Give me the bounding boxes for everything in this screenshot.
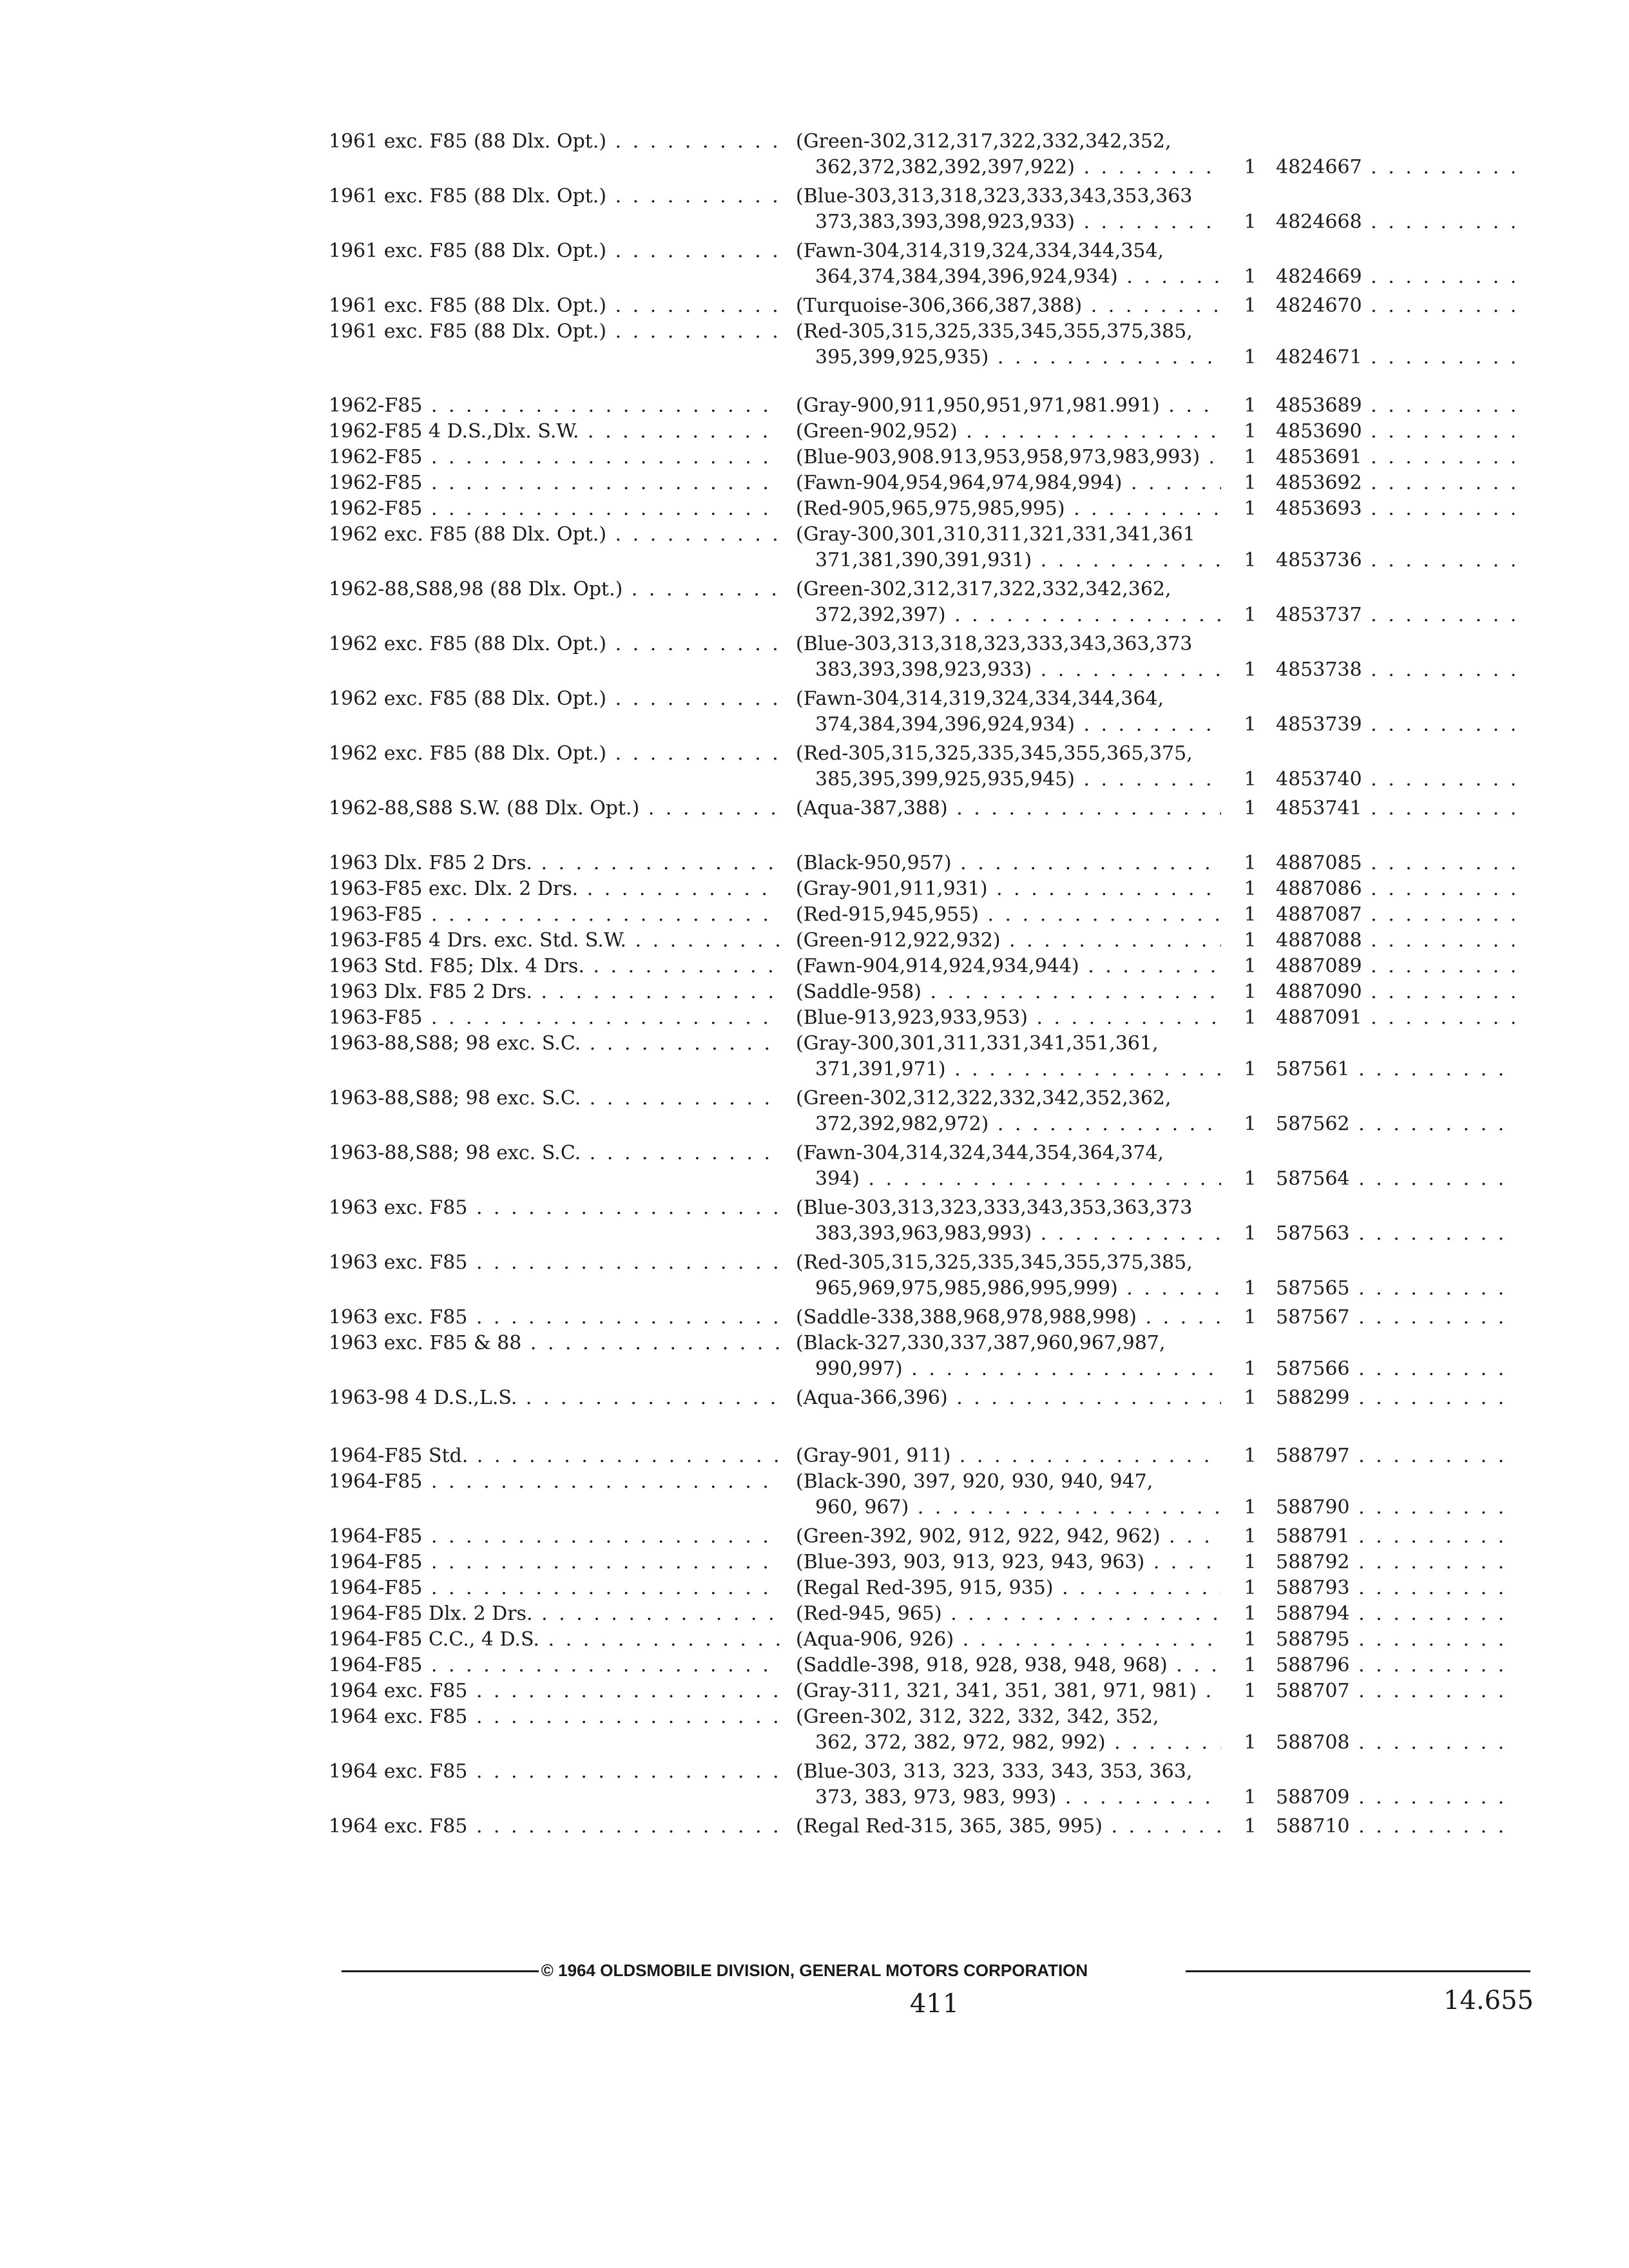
description-line: (Green-302, 312, 322, 332, 342, 352, xyxy=(796,1706,1159,1728)
part-number-cell xyxy=(1263,902,1514,928)
part-number: 4824669 . . . xyxy=(1276,265,1514,288)
quantity-cell: 1 xyxy=(1244,929,1257,952)
description-line: (Black-327,330,337,387,960,967,987, xyxy=(796,1332,1166,1354)
description-cell xyxy=(796,954,1221,979)
quantity-cell: 1 xyxy=(1244,1168,1257,1190)
part-number: 4887087 . . . xyxy=(1276,903,1514,926)
quantity-cell: 1 xyxy=(1244,394,1257,417)
model-cell: 1964 exc. F85 . . . xyxy=(329,1814,780,1840)
description-line: (Red-305,315,325,335,345,355,375,385, xyxy=(796,320,1193,343)
part-number: 4887089 . . . xyxy=(1276,955,1514,977)
quantity-cell: 1 xyxy=(1244,294,1257,317)
part-number: 4824667 . . . xyxy=(1276,156,1514,178)
description-line: (Fawn-904,914,924,934,944) . . . xyxy=(796,954,1221,979)
description-cell xyxy=(796,319,1221,370)
description-line: (Blue-303, 313, 323, 333, 343, 353, 363, xyxy=(796,1760,1193,1783)
quantity-cell: 1 xyxy=(1244,903,1257,926)
part-number: 588710 . . . xyxy=(1276,1815,1514,1838)
part-number-cell xyxy=(1263,1627,1514,1653)
description-line: (Fawn-304,314,319,324,334,344,364, xyxy=(796,687,1164,710)
description-line: (Aqua-387,388) . . . xyxy=(796,796,1221,822)
part-number: 588790 . . . xyxy=(1276,1496,1514,1519)
part-number-cell xyxy=(1263,1524,1514,1550)
part-number-cell xyxy=(1263,548,1514,573)
part-number-cell xyxy=(1263,1575,1514,1601)
quantity-cell: 1 xyxy=(1244,1222,1257,1245)
quantity-cell: 1 xyxy=(1244,1113,1257,1135)
part-number-cell xyxy=(1263,209,1514,235)
description-line: (Red-945, 965) . . . xyxy=(796,1601,1221,1627)
quantity-cell: 1 xyxy=(1244,1445,1257,1467)
description-cell xyxy=(796,1005,1221,1031)
description-line: (Blue-303,313,318,323,333,343,363,373 xyxy=(796,633,1193,655)
section-number: 14.655 xyxy=(1443,1986,1534,2015)
description-line: (Turquoise-306,366,387,388) . . . xyxy=(796,293,1221,319)
model-cell: 1962-88,S88 S.W. (88 Dlx. Opt.) . . . xyxy=(329,796,780,822)
description-line: 960, 967) . . . xyxy=(796,1495,1221,1521)
part-number-cell xyxy=(1263,1601,1514,1627)
description-line: 385,395,399,925,935,945) . . . xyxy=(796,767,1221,793)
description-line: 374,384,394,396,924,934) . . . xyxy=(796,712,1221,738)
description-line: (Saddle-958) . . . xyxy=(796,979,1221,1005)
model-cell: 1963-88,S88; 98 exc. S.C. . . . xyxy=(329,1031,780,1057)
quantity-cell: 1 xyxy=(1244,1731,1257,1754)
part-number-cell xyxy=(1263,1653,1514,1678)
quantity-cell: 1 xyxy=(1244,658,1257,681)
quantity-cell: 1 xyxy=(1244,981,1257,1003)
description-cell xyxy=(796,1140,1221,1192)
model-cell: 1963-88,S88; 98 exc. S.C. . . . xyxy=(329,1086,780,1111)
description-line: (Gray-900,911,950,951,971,981.991) . . . xyxy=(796,393,1221,419)
description-cell xyxy=(796,393,1221,419)
model-cell: 1963-F85 . . . xyxy=(329,1005,780,1031)
model-cell: 1961 exc. F85 (88 Dlx. Opt.) . . . xyxy=(329,184,780,209)
description-line: 371,391,971) . . . xyxy=(796,1057,1221,1082)
description-line: (Red-305,315,325,335,345,355,365,375, xyxy=(796,742,1193,765)
part-number: 4887091 . . . xyxy=(1276,1006,1514,1029)
quantity-cell: 1 xyxy=(1244,265,1257,288)
model-cell: 1963 Dlx. F85 2 Drs. . . . xyxy=(329,979,780,1005)
quantity-cell: 1 xyxy=(1244,713,1257,736)
description-cell xyxy=(796,1601,1221,1627)
description-line: (Blue-903,908.913,953,958,973,983,993) . . . xyxy=(796,445,1221,470)
description-line: (Saddle-398, 918, 928, 938, 948, 968) . . . xyxy=(796,1653,1221,1678)
quantity-cell: 1 xyxy=(1244,346,1257,369)
description-line: 371,381,390,391,931) . . . xyxy=(796,548,1221,573)
model-cell: 1961 exc. F85 (88 Dlx. Opt.) . . . xyxy=(329,129,780,155)
part-number: 4853690 . . . xyxy=(1276,420,1514,443)
model-cell: 1963 exc. F85 . . . xyxy=(329,1195,780,1221)
part-number: 588795 . . . xyxy=(1276,1628,1514,1651)
part-number-cell xyxy=(1263,1276,1514,1302)
quantity-cell: 1 xyxy=(1244,446,1257,468)
model-cell: 1964-F85 . . . xyxy=(329,1653,780,1678)
model-cell: 1964 exc. F85 . . . xyxy=(329,1759,780,1785)
part-number-cell xyxy=(1263,264,1514,290)
description-line: 383,393,963,983,993) . . . xyxy=(796,1221,1221,1247)
description-cell xyxy=(796,1385,1221,1411)
quantity-cell: 1 xyxy=(1244,1387,1257,1409)
description-cell xyxy=(796,419,1221,445)
description-line: (Aqua-366,396) . . . xyxy=(796,1385,1221,1411)
description-cell xyxy=(796,1195,1221,1247)
quantity-cell: 1 xyxy=(1244,1358,1257,1380)
part-number-cell xyxy=(1263,1221,1514,1247)
description-line: 362, 372, 382, 972, 982, 992) . . . xyxy=(796,1730,1221,1756)
part-number-cell xyxy=(1263,1785,1514,1811)
part-number: 587562 . . . xyxy=(1276,1113,1514,1135)
description-line: (Green-302,312,322,332,342,352,362, xyxy=(796,1087,1171,1110)
description-line: (Aqua-906, 926) . . . xyxy=(796,1627,1221,1653)
part-number-cell xyxy=(1263,876,1514,902)
part-number-cell xyxy=(1263,1005,1514,1031)
description-cell xyxy=(796,928,1221,954)
description-line: (Gray-300,301,311,331,341,351,361, xyxy=(796,1032,1159,1055)
part-number: 588793 . . . xyxy=(1276,1577,1514,1599)
description-line: 364,374,384,394,396,924,934) . . . xyxy=(796,264,1221,290)
description-cell xyxy=(796,445,1221,470)
part-number-cell xyxy=(1263,1495,1514,1521)
part-number-cell xyxy=(1263,345,1514,370)
part-number-cell xyxy=(1263,1814,1514,1840)
part-number: 4887088 . . . xyxy=(1276,929,1514,952)
model-cell: 1961 exc. F85 (88 Dlx. Opt.) . . . xyxy=(329,293,780,319)
model-cell: 1962-F85 . . . xyxy=(329,470,780,496)
model-cell: 1963 Std. F85; Dlx. 4 Drs. . . . xyxy=(329,954,780,979)
description-cell xyxy=(796,1627,1221,1653)
part-number: 4853736 . . . xyxy=(1276,549,1514,572)
model-cell: 1963 Dlx. F85 2 Drs. . . . xyxy=(329,850,780,876)
part-number-cell xyxy=(1263,1443,1514,1469)
part-number-cell xyxy=(1263,1678,1514,1704)
model-cell: 1962-F85 4 D.S.,Dlx. S.W. . . . xyxy=(329,419,780,445)
description-cell xyxy=(796,184,1221,235)
model-cell: 1963-F85 . . . xyxy=(329,902,780,928)
quantity-cell: 1 xyxy=(1244,211,1257,233)
part-number: 588791 . . . xyxy=(1276,1525,1514,1548)
description-cell xyxy=(796,522,1221,573)
description-line: (Blue-393, 903, 913, 923, 943, 963) . . . xyxy=(796,1550,1221,1575)
description-line: (Fawn-904,954,964,974,984,994) . . . xyxy=(796,470,1221,496)
quantity-cell: 1 xyxy=(1244,1680,1257,1702)
part-number: 4887086 . . . xyxy=(1276,878,1514,900)
model-cell: 1963-98 4 D.S.,L.S. . . . xyxy=(329,1385,780,1411)
part-number: 4824668 . . . xyxy=(1276,211,1514,233)
part-number-cell xyxy=(1263,1057,1514,1082)
description-cell xyxy=(796,631,1221,683)
quantity-cell: 1 xyxy=(1244,1277,1257,1300)
description-cell xyxy=(796,496,1221,522)
quantity-cell: 1 xyxy=(1244,852,1257,874)
part-number: 4824671 . . . xyxy=(1276,346,1514,369)
model-cell: 1964 exc. F85 . . . xyxy=(329,1678,780,1704)
description-cell xyxy=(796,1031,1221,1082)
part-number: 4887090 . . . xyxy=(1276,981,1514,1003)
description-line: 372,392,982,972) . . . xyxy=(796,1111,1221,1137)
description-line: (Red-305,315,325,335,345,355,375,385, xyxy=(796,1251,1193,1274)
part-number: 587563 . . . xyxy=(1276,1222,1514,1245)
description-cell xyxy=(796,1653,1221,1678)
quantity-cell: 1 xyxy=(1244,420,1257,443)
part-number: 588707 . . . xyxy=(1276,1680,1514,1702)
model-cell: 1962-F85 . . . xyxy=(329,393,780,419)
description-line: (Black-950,957) . . . xyxy=(796,850,1221,876)
description-cell xyxy=(796,470,1221,496)
description-line: 394) . . . xyxy=(796,1166,1221,1192)
part-number: 588792 . . . xyxy=(1276,1551,1514,1573)
model-cell: 1962-F85 . . . xyxy=(329,496,780,522)
description-cell xyxy=(796,129,1221,180)
part-number-cell xyxy=(1263,155,1514,180)
model-cell: 1964 exc. F85 . . . xyxy=(329,1704,780,1730)
description-line: (Red-905,965,975,985,995) . . . xyxy=(796,496,1221,522)
quantity-cell: 1 xyxy=(1244,1786,1257,1809)
part-number-cell xyxy=(1263,979,1514,1005)
part-number-cell xyxy=(1263,1356,1514,1382)
quantity-cell: 1 xyxy=(1244,1525,1257,1548)
description-line: (Green-392, 902, 912, 922, 942, 962) . . . xyxy=(796,1524,1221,1550)
quantity-cell: 1 xyxy=(1244,1306,1257,1329)
part-number: 588709 . . . xyxy=(1276,1786,1514,1809)
description-cell xyxy=(796,293,1221,319)
quantity-cell: 1 xyxy=(1244,472,1257,494)
description-cell xyxy=(796,1250,1221,1302)
part-number-cell xyxy=(1263,1166,1514,1192)
quantity-cell: 1 xyxy=(1244,156,1257,178)
part-number-cell xyxy=(1263,470,1514,496)
model-cell: 1962 exc. F85 (88 Dlx. Opt.) . . . xyxy=(329,686,780,712)
description-cell xyxy=(796,1524,1221,1550)
part-number: 588299 . . . xyxy=(1276,1387,1514,1409)
model-cell: 1964-F85 . . . xyxy=(329,1469,780,1495)
description-line: (Fawn-304,314,324,344,354,364,374, xyxy=(796,1142,1164,1164)
description-cell xyxy=(796,1814,1221,1840)
part-number: 4853693 . . . xyxy=(1276,497,1514,520)
quantity-cell: 1 xyxy=(1244,1496,1257,1519)
model-cell: 1963-F85 exc. Dlx. 2 Drs. . . . xyxy=(329,876,780,902)
quantity-cell: 1 xyxy=(1244,1551,1257,1573)
description-line: (Regal Red-315, 365, 385, 995) . . . xyxy=(796,1814,1221,1840)
model-cell: 1962 exc. F85 (88 Dlx. Opt.) . . . xyxy=(329,522,780,548)
part-number: 4853739 . . . xyxy=(1276,713,1514,736)
quantity-cell: 1 xyxy=(1244,768,1257,791)
description-cell xyxy=(796,979,1221,1005)
description-line: (Green-902,952) . . . xyxy=(796,419,1221,445)
description-line: (Gray-901,911,931) . . . xyxy=(796,876,1221,902)
quantity-cell: 1 xyxy=(1244,878,1257,900)
description-cell xyxy=(796,850,1221,876)
description-cell xyxy=(796,876,1221,902)
part-number: 587566 . . . xyxy=(1276,1358,1514,1380)
description-cell xyxy=(796,1331,1221,1382)
part-number-cell xyxy=(1263,954,1514,979)
description-line: (Blue-303,313,323,333,343,353,363,373 xyxy=(796,1196,1193,1219)
part-number: 4853737 . . . xyxy=(1276,604,1514,626)
model-cell: 1964-F85 . . . xyxy=(329,1575,780,1601)
part-number-cell xyxy=(1263,1730,1514,1756)
part-number: 588797 . . . xyxy=(1276,1445,1514,1467)
description-cell xyxy=(796,1305,1221,1331)
description-cell xyxy=(796,1086,1221,1137)
model-cell: 1962 exc. F85 (88 Dlx. Opt.) . . . xyxy=(329,741,780,767)
part-number-cell xyxy=(1263,393,1514,419)
model-cell: 1964-F85 C.C., 4 D.S. . . . xyxy=(329,1627,780,1653)
part-number-cell xyxy=(1263,850,1514,876)
part-number-cell xyxy=(1263,602,1514,628)
description-line: 362,372,382,392,397,922) . . . xyxy=(796,155,1221,180)
description-line: (Fawn-304,314,319,324,334,344,354, xyxy=(796,240,1164,262)
description-line: (Blue-303,313,318,323,333,343,353,363 xyxy=(796,185,1193,207)
part-number: 4853738 . . . xyxy=(1276,658,1514,681)
description-line: (Gray-901, 911) . . . xyxy=(796,1443,1221,1469)
description-cell xyxy=(796,1469,1221,1521)
part-number-cell xyxy=(1263,293,1514,319)
description-cell xyxy=(796,1575,1221,1601)
description-cell xyxy=(796,1443,1221,1469)
quantity-cell: 1 xyxy=(1244,1006,1257,1029)
quantity-cell: 1 xyxy=(1244,549,1257,572)
part-number-cell xyxy=(1263,1111,1514,1137)
description-line: (Gray-300,301,310,311,321,331,341,361 xyxy=(796,523,1195,546)
page-number: 411 xyxy=(909,1989,959,2019)
model-cell: 1963 exc. F85 . . . xyxy=(329,1250,780,1276)
part-number: 4853691 . . . xyxy=(1276,446,1514,468)
model-cell: 1964-F85 . . . xyxy=(329,1550,780,1575)
part-number-cell xyxy=(1263,657,1514,683)
description-line: (Regal Red-395, 915, 935) . . . xyxy=(796,1575,1221,1601)
part-number-cell xyxy=(1263,445,1514,470)
model-cell: 1961 exc. F85 (88 Dlx. Opt.) . . . xyxy=(329,319,780,345)
model-cell: 1963-88,S88; 98 exc. S.C. . . . xyxy=(329,1140,780,1166)
description-line: 395,399,925,935) . . . xyxy=(796,345,1221,370)
part-number-cell xyxy=(1263,767,1514,793)
description-cell xyxy=(796,741,1221,793)
model-cell: 1964-F85 Std. . . . xyxy=(329,1443,780,1469)
model-cell: 1962-88,S88,98 (88 Dlx. Opt.) . . . xyxy=(329,577,780,602)
part-number-cell xyxy=(1263,419,1514,445)
description-line: 990,997) . . . xyxy=(796,1356,1221,1382)
quantity-cell: 1 xyxy=(1244,604,1257,626)
model-cell: 1962-F85 . . . xyxy=(329,445,780,470)
part-number-cell xyxy=(1263,1385,1514,1411)
description-line: (Green-302,312,317,322,332,342,352, xyxy=(796,130,1171,153)
quantity-cell: 1 xyxy=(1244,1815,1257,1838)
description-line: (Blue-913,923,933,953) . . . xyxy=(796,1005,1221,1031)
footer-copyright: © 1964 OLDSMOBILE DIVISION, GENERAL MOTORS CORPORATION xyxy=(0,1957,1629,1983)
description-line: (Black-390, 397, 920, 930, 940, 947, xyxy=(796,1470,1153,1493)
model-cell: 1964-F85 Dlx. 2 Drs. . . . xyxy=(329,1601,780,1627)
description-line: (Saddle-338,388,968,978,988,998) . . . xyxy=(796,1305,1221,1331)
description-line: 965,969,975,985,986,995,999) . . . xyxy=(796,1276,1221,1302)
part-number: 588708 . . . xyxy=(1276,1731,1514,1754)
description-cell xyxy=(796,577,1221,628)
description-line: 372,392,397) . . . xyxy=(796,602,1221,628)
part-number-cell xyxy=(1263,496,1514,522)
part-number-cell xyxy=(1263,712,1514,738)
description-line: 383,393,398,923,933) . . . xyxy=(796,657,1221,683)
quantity-cell: 1 xyxy=(1244,955,1257,977)
part-number-cell xyxy=(1263,1305,1514,1331)
part-number: 4853692 . . . xyxy=(1276,472,1514,494)
part-number: 4824670 . . . xyxy=(1276,294,1514,317)
description-line: 373,383,393,398,923,933) . . . xyxy=(796,209,1221,235)
part-number: 588796 . . . xyxy=(1276,1654,1514,1677)
quantity-cell: 1 xyxy=(1244,1628,1257,1651)
part-number: 4853741 . . . xyxy=(1276,797,1514,820)
description-line: (Red-915,945,955) . . . xyxy=(796,902,1221,928)
description-line: (Gray-311, 321, 341, 351, 381, 971, 981) . . . xyxy=(796,1678,1221,1704)
part-number-cell xyxy=(1263,928,1514,954)
description-cell xyxy=(796,1759,1221,1811)
quantity-cell: 1 xyxy=(1244,1602,1257,1625)
description-cell xyxy=(796,902,1221,928)
description-cell xyxy=(796,1550,1221,1575)
part-number: 587561 . . . xyxy=(1276,1058,1514,1081)
part-number: 4887085 . . . xyxy=(1276,852,1514,874)
quantity-cell: 1 xyxy=(1244,797,1257,820)
quantity-cell: 1 xyxy=(1244,1577,1257,1599)
description-line: 373, 383, 973, 983, 993) . . . xyxy=(796,1785,1221,1811)
description-line: (Green-912,922,932) . . . xyxy=(796,928,1221,954)
quantity-cell: 1 xyxy=(1244,1654,1257,1677)
part-number: 4853740 . . . xyxy=(1276,768,1514,791)
description-line: (Green-302,312,317,322,332,342,362, xyxy=(796,578,1171,601)
description-cell xyxy=(796,686,1221,738)
part-number-cell xyxy=(1263,796,1514,822)
quantity-cell: 1 xyxy=(1244,497,1257,520)
quantity-cell: 1 xyxy=(1244,1058,1257,1081)
description-cell xyxy=(796,1704,1221,1756)
part-number: 587564 . . . xyxy=(1276,1168,1514,1190)
model-cell: 1963 exc. F85 & 88 . . . xyxy=(329,1331,780,1356)
model-cell: 1961 exc. F85 (88 Dlx. Opt.) . . . xyxy=(329,238,780,264)
part-number: 588794 . . . xyxy=(1276,1602,1514,1625)
description-cell xyxy=(796,1678,1221,1704)
part-number: 4853689 . . . xyxy=(1276,394,1514,417)
model-cell: 1964-F85 . . . xyxy=(329,1524,780,1550)
model-cell: 1963 exc. F85 . . . xyxy=(329,1305,780,1331)
description-cell xyxy=(796,796,1221,822)
model-cell: 1963-F85 4 Drs. exc. Std. S.W. . . . xyxy=(329,928,780,954)
description-cell xyxy=(796,238,1221,290)
model-cell: 1962 exc. F85 (88 Dlx. Opt.) . . . xyxy=(329,631,780,657)
part-number-cell xyxy=(1263,1550,1514,1575)
part-number: 587567 . . . xyxy=(1276,1306,1514,1329)
part-number: 587565 . . . xyxy=(1276,1277,1514,1300)
